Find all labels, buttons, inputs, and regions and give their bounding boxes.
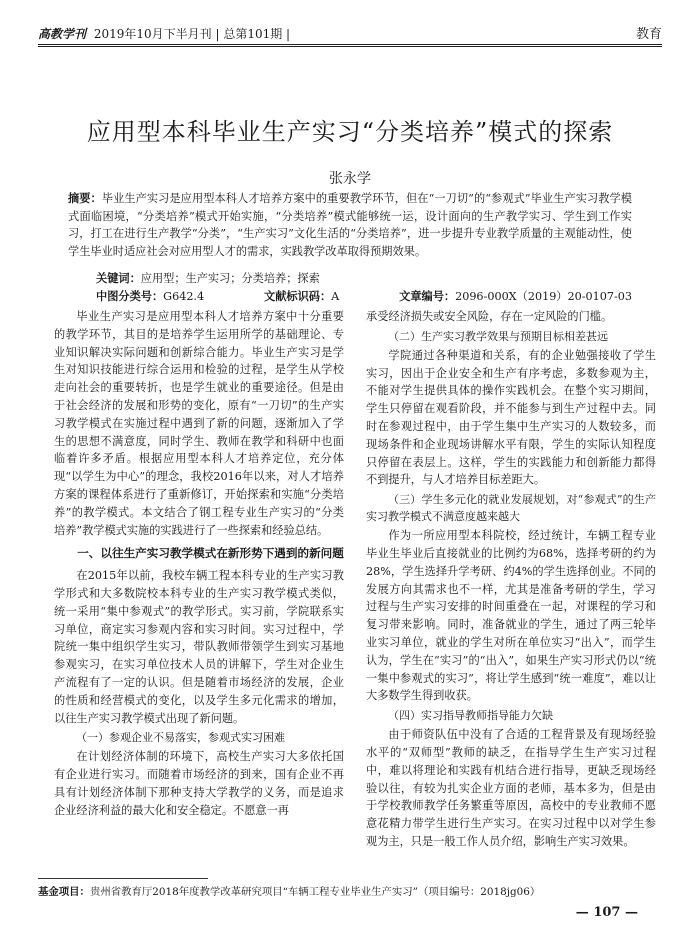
paragraph: 由于师资队伍中没有了合适的工程背景及有现场经验水平的“双师型”教师的缺乏，在指导学生生产实习过程中，难以将理论和实践有机结合进行指导，更缺乏现场经验以往，有较为扎实企业方面的老师，基本多为，但是由于学校教师教学任务繁重等原因，高校中的专业教师不愿意花精力带学生进行生产实习。在实习过程中以对学生参观为主，只是一般工作人员介绍，影响生产实习效果。 bbox=[366, 728, 656, 848]
article-id bbox=[399, 288, 632, 304]
header-rule-secondary bbox=[38, 46, 662, 47]
section-heading: 一、以往生产实习教学模式在新形势下遇到的新问题 bbox=[77, 546, 344, 561]
id-label: 文章编号： bbox=[399, 289, 456, 303]
clc-value: G642.4 bbox=[163, 290, 205, 303]
clc-number bbox=[96, 288, 204, 304]
subsection-heading: （三）学生多元化的就业发展规划，对“参观式”的生产实习教学模式不满意度越来越大 bbox=[366, 493, 656, 524]
body-column-right bbox=[366, 308, 656, 851]
abstract bbox=[68, 190, 632, 260]
paragraph: 毕业生产实习是应用型本科人才培养方案中十分重要的教学环节，其目的是培养学生运用所学的基础理论、专业知识解决实际问题和创新综合能力。毕业生产实习是学生对知识技能进行综合运用和检验的过程，是学生从学校走向社会的重要转折，也是学生就业的重要途径。但是由于社会经济的发展和形势的变化，原有“一刀切”的生产实习教学模式在实施过程中遇到了新的问题，逐渐加入了学生的思想不满意度，同时学生、教师在教学和科研中也面临着许多矛盾。根据应用型本科人才培养定位，充分体现“以学生为中心”的理念，我校2016年以来，对人才培养方案的课程体系进行了重新修订，开始探索和实施“分类培养”的教学模式。本文结合了钢工程专业生产实习的“分类培养”教学模式实施的实践进行了一些探索和经验总结。 bbox=[54, 310, 344, 537]
page-number: — 107 — bbox=[575, 905, 638, 920]
abstract-text: 毕业生产实习是应用型本科人才培养方案中的重要教学环节，但在“一刀切”的“参观式”毕业生产实习教学模式面临困境，“分类培养”模式开始实施，“分类培养”模式能够统一运，设计面向的生产教学实习、学生到工作实习，打工在进行生产教学“分类”，“生产实习”文化生活的“分类培养”，进一步提升专业教学质量的主观能动性，使学生毕业时适应社会对应用型人才的需求，实践教学改革取得预期效果。 bbox=[68, 192, 632, 258]
doc-value: A bbox=[331, 290, 340, 303]
paragraph: 学院通过各种渠道和关系，有的企业勉强接收了学生实习，因出于企业安全和生产有序考虑，多数参观为主，不能对学生提供具体的操作实践机会。在整个实习期间，学生只停留在观看阶段，并不能参与到生产过程中去。同时在参观过程中，由于学生集中生产实习的人数较多，而现场条件和企业现场讲解水平有限，学生的实际认知程度只停留在表层上。这样，学生的实践能力和创新能力都得不到提升，与人才培养目标差距大。 bbox=[366, 348, 656, 487]
funding-text: 贵州省教育厅2018年度教学改革研究项目“车辆工程专业毕业生产实习”（项目编号：2018jg06） bbox=[89, 886, 541, 898]
abstract-label: 摘要： bbox=[68, 191, 102, 205]
footnote-rule bbox=[38, 878, 208, 879]
author-name: 张永学 bbox=[329, 171, 371, 187]
classification-line bbox=[96, 288, 632, 304]
document-code bbox=[264, 288, 339, 304]
subsection-heading: （一）参观企业不易落实，参观式实习困难 bbox=[76, 731, 285, 745]
paragraph-continued: 承受经济损失或安全风险，存在一定风险的门槛。 bbox=[366, 310, 613, 323]
running-header bbox=[38, 20, 662, 42]
journal-name: 高教学刊 bbox=[38, 27, 87, 41]
funding-footnote bbox=[38, 883, 640, 898]
subsection-heading: （二）生产实习教学效果与预期目标相差甚远 bbox=[388, 329, 608, 343]
paragraph: 在计划经济体制的环境下，高校生产实习大多依托国有企业进行实习。而随着市场经济的到来，国有企业不再具有计划经济体制下那种支持大学教学的义务，而是追求企业经济利益的最大化和安全稳定。不愿意一再 bbox=[54, 750, 344, 817]
paper-title: 应用型本科毕业生产实习“分类培养”模式的探索 bbox=[86, 118, 614, 146]
doc-label: 文献标识码： bbox=[264, 289, 332, 303]
keywords bbox=[96, 270, 632, 286]
keywords-text: 应用型；生产实习；分类培养；探索 bbox=[140, 272, 320, 285]
paragraph: 作为一所应用型本科院校，经过统计，车辆工程专业毕业生毕业后直接就业的比例约为68%，选择考研的约为28%，学生选择升学考研、约4%的学生选择创业。不同的发展方向其需求也不一样，尤其是准备考研的学生，学习过程与生产实习安排的时间重叠在一起，对课程的学习和复习带来影响。同时，准备就业的学生，通过了两三轮毕业实习单位，就业的学生对所在单位实习“出入”，而学生认为，学生在“实习”的“出入”，如果生产实习形式仍以“统一集中参观式的实习”，将让学生感到“统一难度”，难以让大多数学生得到收获。 bbox=[366, 529, 656, 703]
clc-label: 中图分类号： bbox=[96, 289, 164, 303]
keywords-label: 关键词： bbox=[96, 271, 141, 285]
body-column-left bbox=[54, 308, 344, 820]
id-value: 2096-000X（2019）20-0107-03 bbox=[455, 290, 632, 303]
section-label: 教育 bbox=[635, 27, 662, 42]
funding-label: 基金项目： bbox=[38, 886, 90, 898]
header-rule bbox=[38, 44, 662, 45]
journal-masthead bbox=[38, 25, 290, 42]
subsection-heading: （四）实习指导教师指导能力欠缺 bbox=[388, 709, 553, 723]
paragraph: 在2015年以前，我校车辆工程本科专业的生产实习教学形式和大多数院校本科专业的生产实习教学模式类似，统一采用“集中参观式”的教学形式。实习前，学院联系实习单位，商定实习参观内容和实习时间。实习过程中，学院统一集中组织学生实习，带队教师带领学生到实习基地参观实习，在实习单位技术人员的讲解下，学生对企业生产流程有了一定的认识。但是随着市场经济的发展，企业的性质和经营模式的变化，以及学生多元化需求的增加，以往生产实习教学模式出现了新问题。 bbox=[54, 569, 344, 725]
issue-info: 2019年10月下半月刊 | 总第101期 | bbox=[93, 27, 291, 41]
